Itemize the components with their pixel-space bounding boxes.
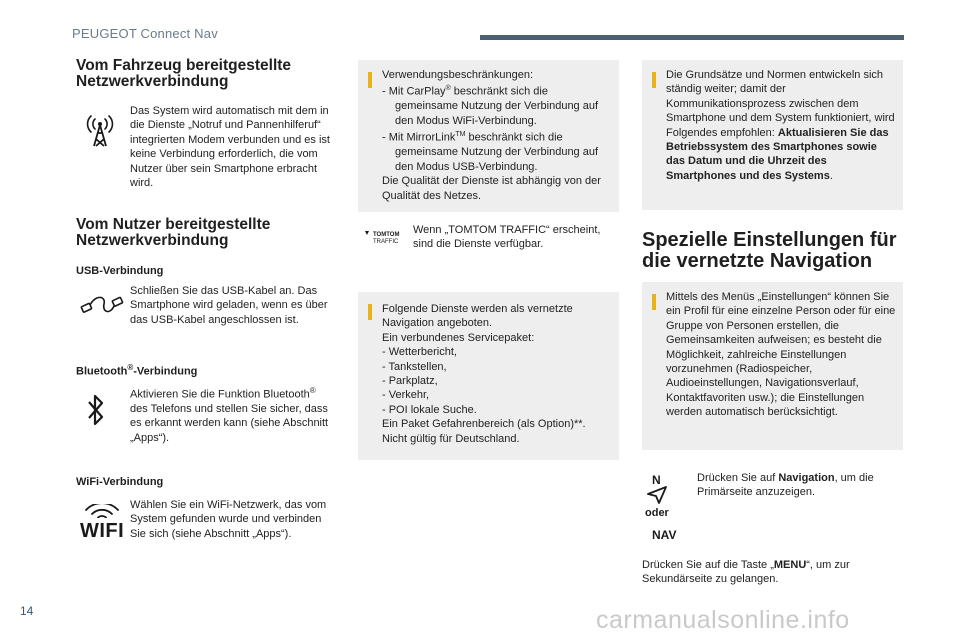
- menu-instruction: Drücken Sie auf die Taste „MENU“, um zur Sekundärseite zu gelangen.: [642, 559, 850, 586]
- section-title-connected-navigation: Spezielle Einstellungen für die vernetzte Navigation: [642, 229, 897, 272]
- header-bar: [480, 35, 904, 40]
- tomtom-traffic-text: Wenn „TOMTOM TRAFFIC“ erscheint, sind die Dienste verfügbar.: [413, 224, 601, 251]
- info-marker: [652, 72, 656, 88]
- recommendation-text: Die Grundsätze und Normen entwickeln sich ständig weiter; damit der Kommunikationsprozess zwischen dem Smartphone und dem System funktioniert, wird Folgendes empfohlen: Aktualisieren Sie das Betriebssystem des Smartphones sowie das Datum und die Uhrzeit des Smartphones und des Systems.: [666, 69, 895, 182]
- list-item: - Verkehr,: [382, 389, 430, 402]
- bluetooth-connection-text: Aktivieren Sie die Funktion Bluetooth® des Telefons und stellen Sie sicher, dass es erkannt werden kann (siehe Abschnitt „Apps“).: [130, 386, 329, 444]
- section-title-vehicle-connection: Vom Fahrzeug bereitgestellte Netzwerkverbindung: [76, 57, 292, 91]
- tomtom-traffic-icon: [364, 229, 406, 245]
- list-item: - Wetterbericht,: [382, 346, 457, 359]
- usb-connection-title: USB-Verbindung: [76, 265, 164, 277]
- usage-restrictions-title: Verwendungsbeschränkungen:: [382, 69, 534, 81]
- antenna-icon: [84, 112, 116, 148]
- wifi-icon: [80, 504, 124, 518]
- usb-cable-icon: [80, 292, 124, 318]
- section-title-user-connection: Vom Nutzer bereitgestellte Netzwerkverbindung: [76, 216, 271, 250]
- nav-oder-label: oder: [645, 507, 669, 519]
- page-number: 14: [20, 604, 34, 618]
- vehicle-connection-text: Das System wird automatisch mit dem in die Dienste „Notruf und Pannenhilferuf“ integrierten Modem verbunden und es ist keine Verbindung erforderlich, die vom Nutzer über sein Smartphone erbracht wird.: [130, 105, 330, 190]
- bluetooth-connection-title: Bluetooth®-Verbindung: [76, 363, 198, 378]
- connected-services-intro: Folgende Dienste werden als vernetzte Navigation angeboten.: [382, 303, 573, 330]
- usb-connection-text: Schließen Sie das USB-Kabel an. Das Smartphone wird geladen, wenn es über das USB-Kabel angeschlossen ist.: [130, 285, 328, 326]
- navigation-arrow-icon: [646, 486, 668, 504]
- bluetooth-icon: [86, 393, 106, 427]
- carplay-restriction: - Mit CarPlay® beschränkt sich die gemeinsame Nutzung der Verbindung auf den Modus WiFi-Verbindung.: [382, 85, 599, 127]
- profile-settings-text: Mittels des Menüs „Einstellungen“ können Sie ein Profil für eine einzelne Person oder für eine Gruppe von Personen erstellen, die Gemeinsamkeiten aufweisen; es besteht die Möglichkeit, zahlreiche Einstellungen vorzunehmen (Radiospeicher, Audioeinstellungen, Navigationsverlauf, Kontaktfavoriten usw.); die Einstellungen werden automatisch berücksichtigt.: [666, 291, 896, 419]
- nav-button-label: NAV: [652, 528, 677, 542]
- header-title: PEUGEOT Connect Nav: [72, 26, 218, 41]
- info-marker: [368, 72, 372, 88]
- list-item: - Parkplatz,: [382, 375, 438, 388]
- wifi-icon-label: WIFI: [80, 520, 125, 542]
- wifi-connection-text: Wählen Sie ein WiFi-Netzwerk, das vom System gefunden wurde und verbinden Sie sich (siehe Abschnitt „Apps“).: [130, 499, 327, 540]
- connected-services-box: [358, 292, 619, 460]
- wifi-connection-title: WiFi-Verbindung: [76, 476, 164, 488]
- danger-zone-note: Ein Paket Gefahrenbereich (als Option)**. Nicht gültig für Deutschland.: [382, 418, 586, 445]
- navigation-instruction: Drücken Sie auf Navigation, um die Primärseite anzuzeigen.: [697, 472, 874, 499]
- list-item: - Tankstellen,: [382, 360, 447, 373]
- profile-settings-box: [642, 282, 903, 450]
- info-marker: [652, 294, 656, 310]
- service-quality-note: Die Qualität der Dienste ist abhängig von der Qualität des Netzes.: [382, 175, 601, 202]
- service-package-title: Ein verbundenes Servicepaket:: [382, 331, 535, 344]
- tomtom-icon-line1: TOMTOM: [373, 232, 400, 238]
- list-item: - POI lokale Suche.: [382, 403, 477, 416]
- info-marker: [368, 304, 372, 320]
- nav-button-letter: N: [652, 473, 661, 487]
- recommendation-box: [642, 60, 903, 210]
- watermark: carmanualsonline.info: [596, 606, 850, 634]
- usage-restrictions-box: [358, 60, 619, 212]
- tomtom-icon-line2: TRAFFIC: [373, 239, 399, 245]
- mirrorlink-restriction: - Mit MirrorLink™ beschränkt sich die gemeinsame Nutzung der Verbindung auf den Modus USB-Verbindung.: [382, 131, 599, 173]
